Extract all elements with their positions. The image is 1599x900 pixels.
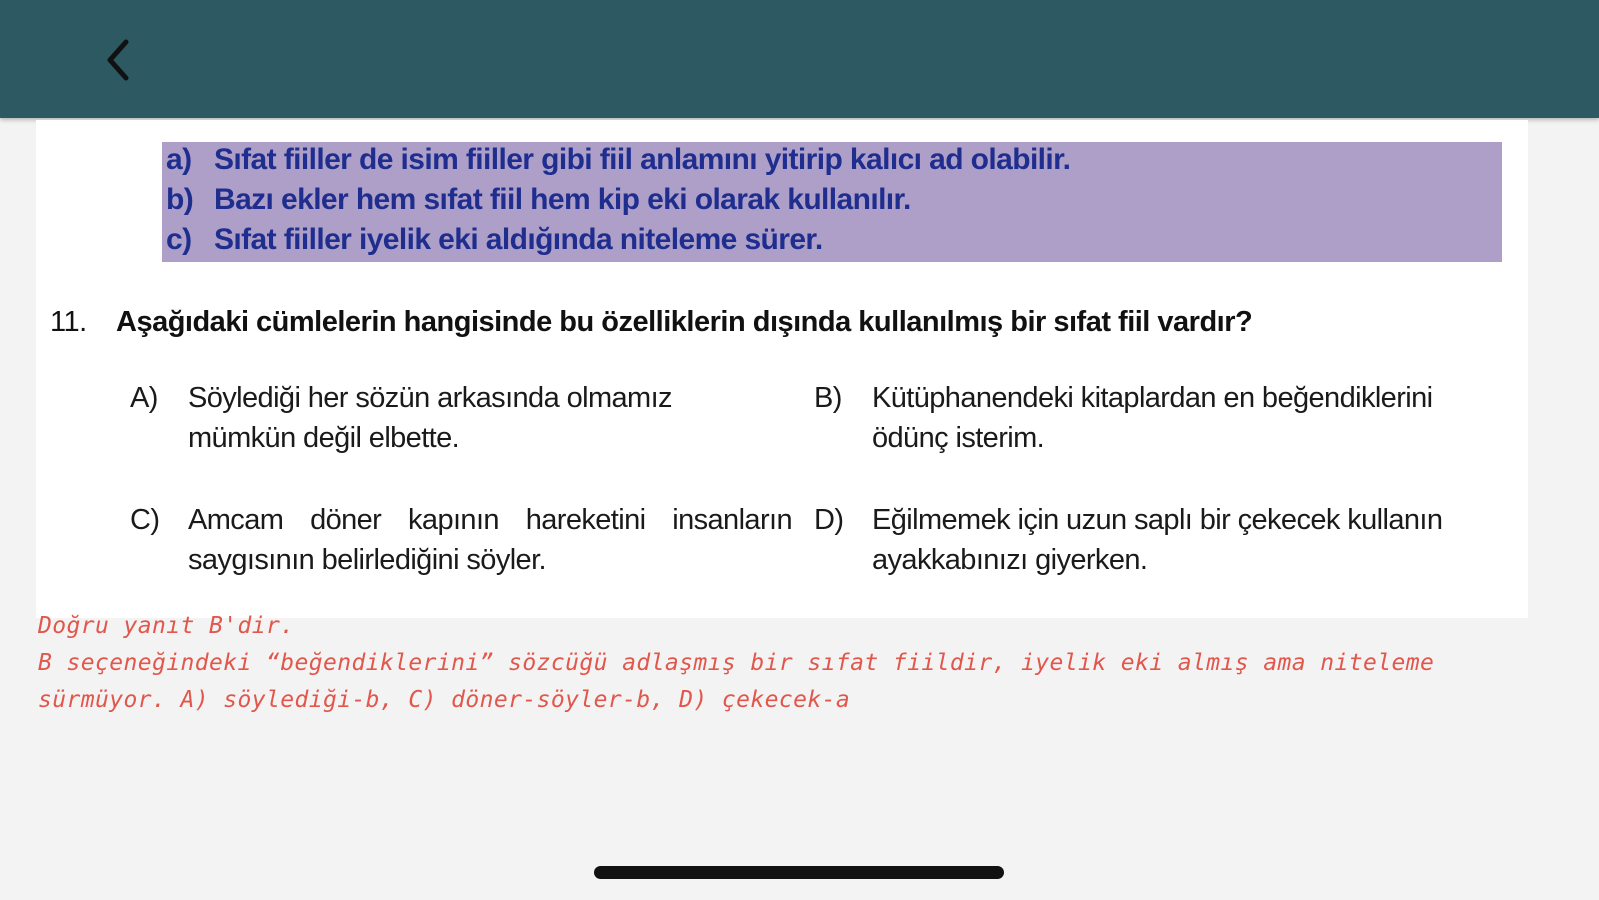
top-bar [0,0,1599,118]
answer-line: sürmüyor. A) söylediği-b, C) döner-söyler-b, D) çekecek-a [38,687,851,713]
statement-b [166,180,911,220]
home-indicator[interactable] [594,866,1004,879]
answer-line: B seçeneğindeki “beğendiklerini” sözcüğü adlaşmış bir sıfat fiildir, iyelik eki almış ama niteleme [38,650,1435,676]
option-letter: A) [130,382,158,414]
option-letter: B) [814,382,842,414]
option-letter: D) [814,504,844,536]
option-c[interactable] [130,500,800,590]
statement-text: Sıfat fiiller de isim fiiller gibi fiil anlamını yitirip kalıcı ad olabilir. [214,143,1071,176]
option-d[interactable] [814,500,1494,590]
answer-line: Doğru yanıt B'dir. [38,613,295,639]
statement-letter: a) [166,143,192,176]
statement-letter: c) [166,223,192,256]
statement-text: Sıfat fiiller iyelik eki aldığında niteleme sürer. [214,223,823,256]
question-text: Aşağıdaki cümlelerin hangisinde bu özelliklerin dışında kullanılmış bir sıfat fiil vardır? [116,306,1253,338]
option-letter: C) [130,504,160,536]
answer-explanation [38,608,1528,719]
statement-a [166,140,1070,180]
question [50,300,1252,344]
option-b[interactable] [814,378,1494,468]
chevron-left-icon [96,30,152,90]
option-text: Söylediği her sözün arkasında olmamız mümkün değil elbette. [188,382,672,454]
statement-letter: b) [166,183,194,216]
question-page [36,120,1528,618]
statement-text: Bazı ekler hem sıfat fiil hem kip eki olarak kullanılır. [214,183,911,216]
question-number: 11. [50,306,87,338]
option-text: Amcam döner kapının hareketini insanların saygısının belirlediğini söyler. [188,504,792,576]
statement-c [166,220,823,260]
option-text: Kütüphanendeki kitaplardan en beğendiklerini ödünç isterim. [872,382,1433,454]
option-a[interactable] [130,378,800,468]
back-button[interactable] [96,30,152,90]
option-text: Eğilmemek için uzun saplı bir çekecek kullanın ayakkabınızı giyerken. [872,504,1443,576]
